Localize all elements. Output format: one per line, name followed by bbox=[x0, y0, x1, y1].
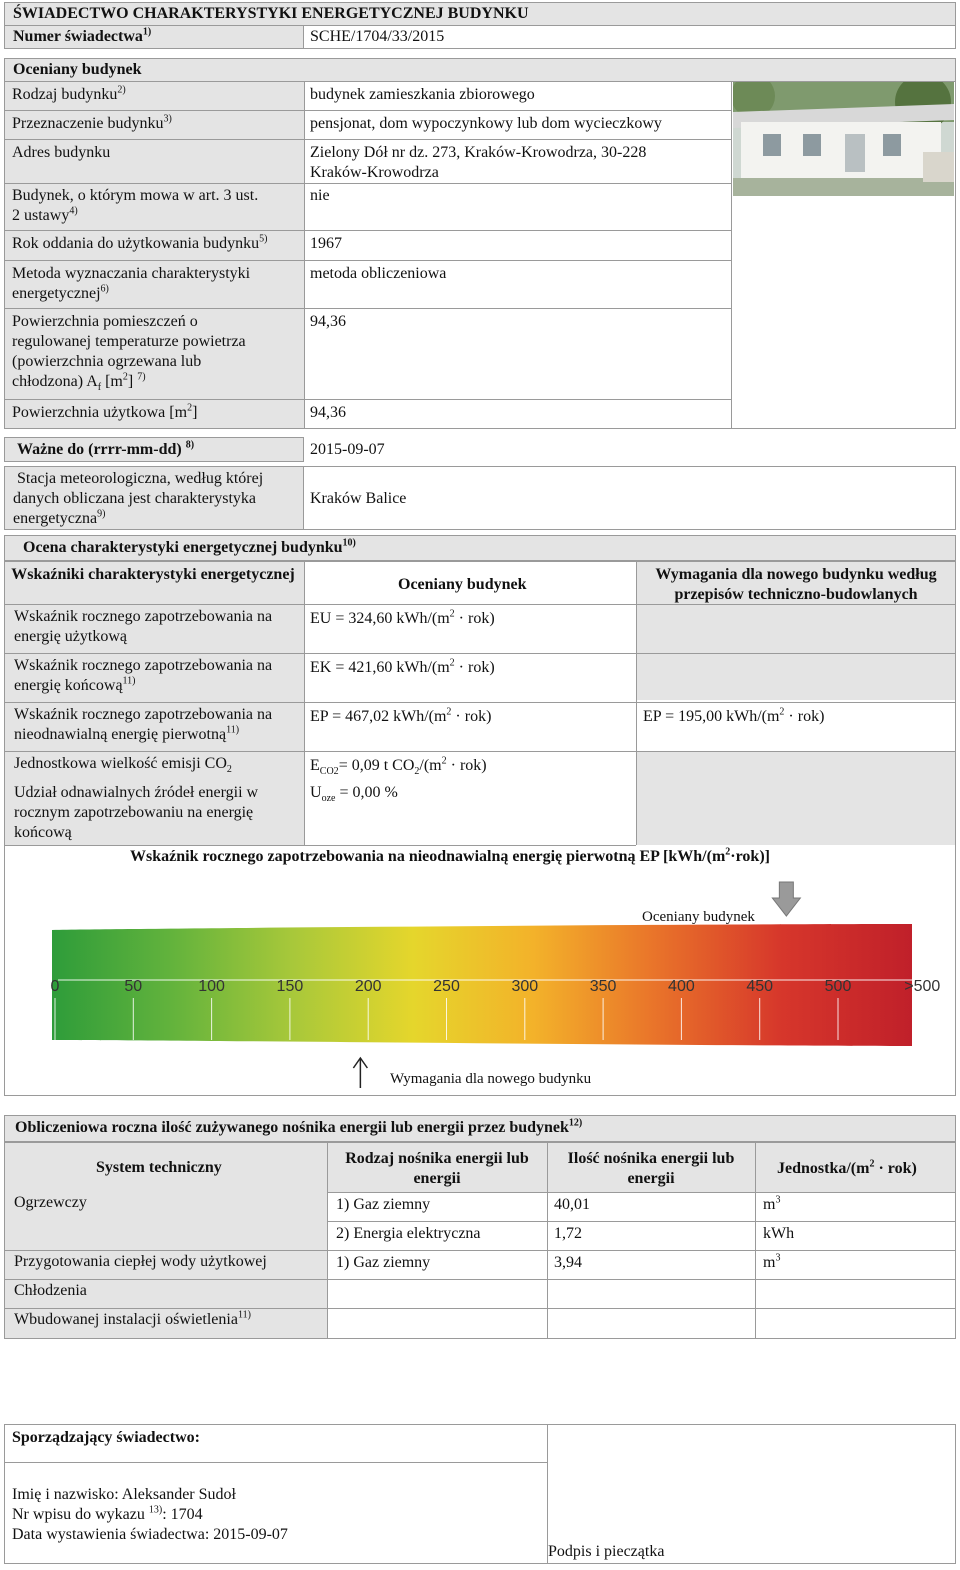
hot-water-system: Przygotowania ciepłej wody użytkowej bbox=[14, 1253, 267, 1270]
assessment-title: Ocena charakterystyki energetycznej budynku$^{10)}$ bbox=[23, 537, 356, 556]
station-label-line1: Stacja meteorologiczna, według której bbox=[17, 470, 264, 487]
hot-water-unit: $m^3$ bbox=[763, 1252, 781, 1271]
art3-label-line2: 2 ustawy$^{4)}$ bbox=[12, 205, 78, 224]
building-type-value: budynek zamieszkania zbiorowego bbox=[310, 86, 535, 103]
scale-tick-label: 250 bbox=[433, 978, 460, 995]
valid-label-cell bbox=[4, 437, 304, 462]
scale-title: Wskaźnik rocznego zapotrzebowania na nieodnawialną energię pierwotną EP $[kWh/(m^2\cdot rok)]$ bbox=[130, 846, 770, 865]
usable-area-value: 94,36 bbox=[310, 404, 346, 421]
ep-label-line1: Wskaźnik rocznego zapotrzebowania na bbox=[14, 706, 273, 723]
cert-number-label-cell bbox=[4, 25, 304, 49]
building-address-label: Adres budynku bbox=[12, 144, 111, 161]
heating-carrier-2: 2) Energia elektryczna bbox=[336, 1225, 481, 1242]
lighting-system: Wbudowanej instalacji oświetlenia$^{11)}$ bbox=[14, 1309, 251, 1328]
year-label: Rok oddania do użytkowania budynku$^{5)}$ bbox=[12, 233, 268, 252]
building-section-header bbox=[4, 58, 956, 82]
art3-label-line1: Budynek, o którym mowa w art. 3 ust. bbox=[12, 187, 259, 204]
year-value: 1967 bbox=[310, 235, 342, 252]
carrier-header: Rodzaj nośnika energii lub energii bbox=[345, 1150, 529, 1187]
building-purpose-label: Przeznaczenie budynku$^{3)}$ bbox=[12, 113, 172, 132]
assessed-arrow-icon bbox=[772, 882, 800, 916]
area-label-line1: Powierzchnia pomieszczeń o bbox=[12, 313, 198, 330]
scale-tick-label: 400 bbox=[668, 978, 695, 995]
required-building-label: Wymagania dla nowego budynku bbox=[390, 1071, 592, 1087]
oze-label-line3: końcową bbox=[14, 824, 72, 841]
heating-system: Ogrzewczy bbox=[14, 1194, 87, 1211]
signature-label: Podpis i pieczątka bbox=[548, 1543, 665, 1560]
unit-header: Jednostka/$(m^2 \cdot rok)$ bbox=[777, 1158, 917, 1177]
col-indicators-header: Wskaźniki charakterystyki energetycznej bbox=[11, 566, 295, 583]
heating-unit-2: kWh bbox=[763, 1225, 795, 1242]
system-header: System techniczny bbox=[96, 1159, 222, 1176]
oze-label-line1: Udział odnawialnych źródeł energii w bbox=[14, 784, 259, 801]
oze-value: $U_{oze} = 0,00$ % bbox=[310, 784, 398, 805]
heating-unit-1: $m^3$ bbox=[763, 1194, 781, 1213]
ek-label-line2: energię końcową$^{11)}$ bbox=[14, 675, 136, 694]
area-label-line3: (powierzchnia ogrzewana lub bbox=[12, 353, 202, 370]
co2-label: Jednostkowa wielkość emisji $CO_2$ bbox=[14, 755, 232, 776]
building-type-label: Rodzaj budynku$^{2)}$ bbox=[12, 84, 126, 103]
cert-number-value: SCHE/1704/33/2015 bbox=[310, 28, 445, 45]
energy-header bbox=[4, 1115, 956, 1142]
heating-amount-1: 40,01 bbox=[554, 1196, 590, 1213]
area-label-line2: regulowanej temperaturze powietrza bbox=[12, 333, 246, 350]
method-value: metoda obliczeniowa bbox=[310, 265, 447, 282]
scale-tick-label: 500 bbox=[824, 978, 852, 995]
col-assessed-header: Oceniany budynek bbox=[398, 576, 527, 593]
scale-tick-label: 200 bbox=[354, 978, 382, 995]
scale-tick-label: >500 bbox=[904, 978, 941, 995]
ep-label-line2: nieodnawialną energię pierwotną$^{11)}$ bbox=[14, 724, 240, 743]
heating-amount-2: 1,72 bbox=[554, 1225, 582, 1242]
station-label-line3: energetyczna$^{9)}$ bbox=[13, 508, 106, 527]
usable-area-label: Powierzchnia użytkowa $[m^2]$ bbox=[12, 402, 198, 421]
building-photo bbox=[733, 82, 954, 196]
station-value: Kraków Balice bbox=[310, 490, 407, 507]
scale-bar bbox=[52, 924, 912, 1046]
co2-value: $E_{CO2}= 0,09$ t $CO_2/(m^2 \cdot rok)$ bbox=[310, 755, 487, 778]
valid-label: Ważne do (rrrr-mm-dd) $^{8)}$ bbox=[17, 439, 195, 458]
art3-value: nie bbox=[310, 187, 330, 204]
energy-title: Obliczeniowa roczna ilość zużywanego nośnika energii lub energii przez budynek$^{12)}$ bbox=[15, 1117, 583, 1136]
building-section-title: Oceniany budynek bbox=[13, 61, 142, 78]
col-requirements-header: Wymagania dla nowego budynku według przepisów techniczno-budowlanych bbox=[655, 566, 937, 603]
method-label-line2: energetycznej$^{6)}$ bbox=[12, 283, 109, 302]
method-label-line1: Metoda wyznaczania charakterystyki bbox=[12, 265, 251, 282]
energy-scale bbox=[0, 880, 960, 1090]
amount-header: Ilość nośnika energii lub energii bbox=[567, 1150, 735, 1187]
requirements-gray-a bbox=[636, 604, 955, 700]
cert-number-value-cell bbox=[303, 25, 956, 49]
ep-value: EP = 467,02 kWh/$(m^2 \cdot rok)$ bbox=[310, 706, 492, 725]
required-arrow-icon bbox=[353, 1058, 367, 1088]
cert-number-label: Numer świadectwa$^{1)}$ bbox=[13, 26, 152, 45]
assessment-header bbox=[4, 535, 956, 561]
assessed-building-label: Oceniany budynek bbox=[642, 909, 755, 925]
author-registry: Nr wpisu do wykazu $^{13)}$: 1704 bbox=[12, 1504, 203, 1523]
building-address-line2: Kraków-Krowodrza bbox=[310, 164, 439, 181]
scale-tick-label: 450 bbox=[746, 978, 774, 995]
scale-tick-label: 100 bbox=[198, 978, 225, 995]
area-value: 94,36 bbox=[310, 313, 346, 330]
scale-tick-label: 350 bbox=[589, 978, 617, 995]
valid-value: 2015-09-07 bbox=[310, 441, 385, 458]
scale-tick-label: 50 bbox=[124, 978, 143, 995]
ek-value: EK = 421,60 kWh/$(m^2 \cdot rok)$ bbox=[310, 657, 495, 676]
heating-carrier-1: 1) Gaz ziemny bbox=[336, 1196, 431, 1213]
scale-tick-label: 0 bbox=[50, 978, 60, 995]
eu-label-line1: Wskaźnik rocznego zapotrzebowania na bbox=[14, 608, 273, 625]
title-bar bbox=[4, 2, 956, 26]
building-address-line1: Zielony Dół nr dz. 273, Kraków-Krowodrza, 30-228 bbox=[310, 144, 647, 161]
requirements-gray-b bbox=[636, 751, 955, 845]
author-name: Imię i nazwisko: Aleksander Sudoł bbox=[12, 1486, 236, 1503]
ep-requirement-value: EP = 195,00 kWh/$(m^2 \cdot rok)$ bbox=[643, 706, 825, 725]
author-title: Sporządzający świadectwo: bbox=[12, 1429, 200, 1446]
station-label-line2: danych obliczana jest charakterystyka bbox=[13, 490, 256, 507]
hot-water-carrier: 1) Gaz ziemny bbox=[336, 1254, 431, 1271]
oze-label-line2: rocznym zapotrzebowaniu na energię bbox=[14, 804, 254, 821]
author-issue-date: Data wystawienia świadectwa: 2015-09-07 bbox=[12, 1526, 288, 1543]
eu-label-line2: energię użytkową bbox=[14, 628, 127, 645]
page-title: ŚWIADECTWO CHARAKTERYSTYKI ENERGETYCZNEJ BUDYNKU bbox=[13, 5, 529, 22]
scale-tick-label: 150 bbox=[276, 978, 304, 995]
scale-tick-label: 300 bbox=[511, 978, 539, 995]
area-label-line4: chłodzona) $A_f$ $[m^2]$ $^{7)}$ bbox=[12, 371, 146, 394]
eu-value: EU = 324,60 kWh/$(m^2 \cdot rok)$ bbox=[310, 608, 495, 627]
station-label-cell bbox=[4, 466, 304, 530]
cooling-system: Chłodzenia bbox=[14, 1282, 87, 1299]
building-purpose-value: pensjonat, dom wypoczynkowy lub dom wycieczkowy bbox=[310, 115, 662, 132]
hot-water-amount: 3,94 bbox=[554, 1254, 582, 1271]
station-value-cell bbox=[303, 466, 956, 530]
ek-label-line1: Wskaźnik rocznego zapotrzebowania na bbox=[14, 657, 273, 674]
